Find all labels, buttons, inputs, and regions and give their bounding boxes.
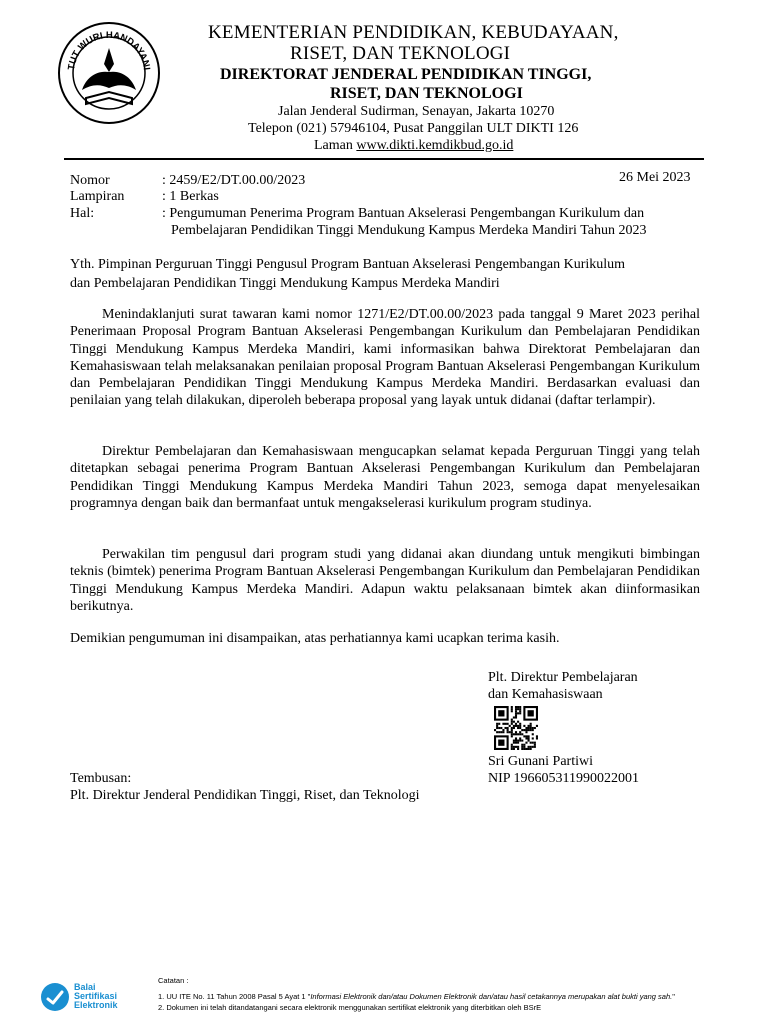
- ministry-logo: [56, 20, 162, 126]
- tut-wuri-handayani-logo-icon: [56, 20, 162, 126]
- signatory-name: Sri Gunani Partiwi: [488, 754, 593, 769]
- bsre-logo: [40, 982, 70, 1012]
- body-paragraph-3: Perwakilan tim pengusul dari program studi yang didanai akan diundang untuk mengikuti bimbingan teknis (bimtek) penerima Program Bantuan Akselerasi Pengembangan Kurikulum dan Pembelajaran Pendidikan Tinggi Mendukung Kampus Merdeka Mandiri. Adapun waktu pelaksanaan bimtek akan diinformasikan berikutnya.: [70, 547, 700, 614]
- address: Jalan Jenderal Sudirman, Senayan, Jakarta 10270: [278, 104, 555, 119]
- website-line: [314, 138, 513, 154]
- directorate-name-line1: DIREKTORAT JENDERAL PENDIDIKAN TINGGI,: [220, 66, 592, 83]
- body-paragraph-2: Direktur Pembelajaran dan Kemahasiswaan mengucapkan selamat kepada Perguruan Tinggi yang telah ditetapkan sebagai penerima Program Bantuan Akselerasi Pengembangan Kurikulum dan Pembelajaran Pendidikan Tinggi Mendukung Kampus Merdeka Mandiri Tahun 2023, semoga dapat menyelesaikan programnya dengan baik dan bermanfaat untuk mengakselerasi kurikulum program studinya.: [70, 444, 700, 511]
- signature-qr-code: [494, 706, 538, 750]
- cc-label: Tembusan:: [70, 771, 132, 786]
- qr-code-icon: [494, 706, 538, 750]
- nomor-value: : 2459/E2/DT.00.00/2023: [162, 173, 306, 188]
- bsre-line3: Elektronik: [74, 1000, 118, 1010]
- bsre-line2: Sertifikasi: [74, 991, 118, 1001]
- directorate-name-line2: RISET, DAN TEKNOLOGI: [330, 85, 523, 102]
- ministry-name-line2: RISET, DAN TEKNOLOGI: [290, 43, 511, 64]
- letter-date: 26 Mei 2023: [619, 170, 691, 185]
- svg-text:TUT WURI HANDAYANI: TUT WURI HANDAYANI: [66, 29, 152, 71]
- nomor-label: Nomor: [70, 173, 110, 188]
- recipient-line1: Yth. Pimpinan Perguruan Tinggi Pengusul Program Bantuan Akselerasi Pengembangan Kurikulum: [70, 257, 626, 272]
- cc-item: Plt. Direktur Jenderal Pendidikan Tinggi, Riset, dan Teknologi: [70, 788, 420, 803]
- footer-note-2: 2. Dokumen ini telah ditandatangani secara elektronik menggunakan sertifikat elektronik yang diterbitkan oleh BSrE: [158, 1003, 542, 1012]
- ministry-name-line1: KEMENTERIAN PENDIDIKAN, KEBUDAYAAN,: [208, 22, 619, 43]
- phone: Telepon (021) 57946104, Pusat Panggilan ULT DIKTI 126: [248, 121, 579, 136]
- bsre-line1: Balai: [74, 982, 96, 992]
- bsre-label: [74, 983, 118, 1010]
- signatory-nip: NIP 196605311990022001: [488, 771, 640, 786]
- closing-sentence: Demikian pengumuman ini disampaikan, atas perhatiannya kami ucapkan terima kasih.: [70, 631, 560, 646]
- body-paragraph-1: Menindaklanjuti surat tawaran kami nomor 1271/E2/DT.00.00/2023 pada tanggal 9 Maret 2023 perihal Penerimaan Proposal Program Bantuan Akselerasi Pengembangan Kurikulum dan Pembelajaran Pendidikan Tinggi Mendukung Kampus Merdeka Mandiri, kami informasikan bahwa Direktorat Pembelajaran dan Kemahasiswaan telah melaksanakan penilaian proposal Program Bantuan Akselerasi Pengembangan Kurikulum dan Pembelajaran Pendidikan Tinggi Mendukung Kampus Merdeka Mandiri. Berdasarkan evaluasi dan penilaian yang telah dilakukan, diperoleh beberapa proposal yang layak untuk didanai (daftar terlampir).: [70, 307, 700, 409]
- notes-label: Catatan :: [158, 976, 189, 985]
- signatory-title-line2: dan Kemahasiswaan: [488, 687, 603, 702]
- footer-note-1: [158, 992, 675, 1001]
- lampiran-label: Lampiran: [70, 189, 125, 204]
- recipient-line2: dan Pembelajaran Pendidikan Tinggi Mendukung Kampus Merdeka Mandiri: [70, 276, 500, 291]
- website-label: Laman: [314, 138, 353, 153]
- note1-prefix: 1. UU ITE No. 11 Tahun 2008 Pasal 5 Ayat 1 ": [158, 992, 311, 1001]
- hal-value-line2: Pembelajaran Pendidikan Tinggi Mendukung Kampus Merdeka Mandiri Tahun 2023: [171, 223, 647, 238]
- bsre-logo-icon: [40, 982, 70, 1012]
- signatory-title-line1: Plt. Direktur Pembelajaran: [488, 670, 638, 685]
- website-link[interactable]: www.dikti.kemdikbud.go.id: [356, 138, 514, 153]
- hal-value-line1: : Pengumuman Penerima Program Bantuan Akselerasi Pengembangan Kurikulum dan: [162, 206, 645, 221]
- header-rule: [64, 158, 704, 160]
- hal-label: Hal:: [70, 206, 95, 221]
- note1-quote: Informasi Elektronik dan/atau Dokumen Elektronik dan/atau hasil cetakannya merupakan alat bukti yang sah.: [310, 992, 673, 1001]
- note1-suffix: ": [672, 992, 675, 1001]
- lampiran-value: : 1 Berkas: [162, 189, 219, 204]
